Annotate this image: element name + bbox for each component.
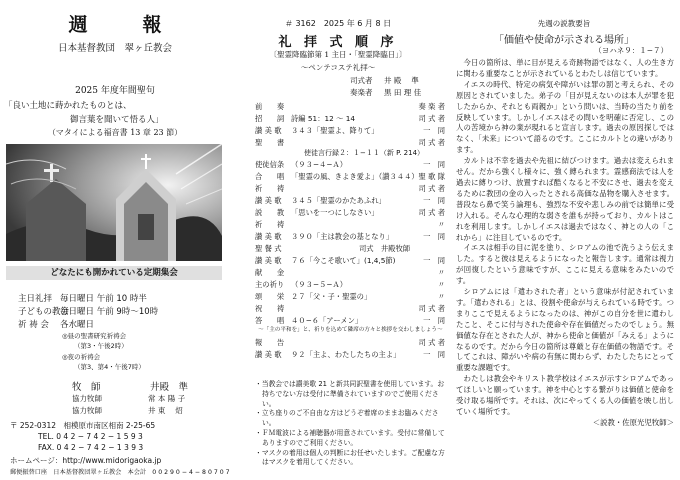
order-item-name: 頌 栄 (255, 292, 285, 301)
order-row (255, 280, 445, 292)
homepage-link[interactable]: ホームページ：http://www.midorigaoka.jp (10, 456, 162, 465)
order-item-name: 使徒信条 (255, 160, 285, 169)
order-item-name: 讃 美 歌 (255, 196, 282, 205)
sermon-scripture: （ヨハネ９：１−７） (594, 46, 668, 55)
order-item-name: 聖 餐 式 (255, 244, 282, 253)
prayer-note-b-label: ◎夜の祈祷会 (62, 353, 101, 361)
order-row (255, 184, 445, 196)
prayer-note-a-detail: （第3・午後2時） (74, 342, 128, 350)
order-row (255, 256, 445, 268)
order-item-content: 詩編 51：12 〜 14 (291, 114, 356, 123)
sermon-paragraph: シロアムには「遣わされた者」という意味が付記されています。「遣わされる」とは、役割や使命が与えられている時です。つまりここで見えるようになったのは、神がこの自分を世に遣わしたこと、そこに付与された使命や存在価値だったのでしょう。無価値な存在とされた人が、神から使命と価値が「みえる」ようになるのです。だから今日の箇所は尊厳と存在価値の物語です。そしてこれは、障がいや病の有無に関わらず、わたしたちにとって重要な課題です。 (456, 287, 674, 373)
bulletin-title: 週 報 (68, 14, 180, 36)
order-row (255, 350, 445, 362)
notices (255, 380, 445, 468)
sermon-paragraph: わたしは教会やキリスト教学校はイエスが示すシロアムであってほしいと願っています。神を中心とする繋がりは価値と使命を受け取る場所です。それは、次にやってくる人の価値を映し出していく場所です。 (456, 374, 674, 416)
notice-item: ・立ち座りのご不自由な方はどうぞ着席のままお臨みください。 (255, 409, 439, 428)
service-sunday: 主日礼拝 毎日曜日 午前 10 時半 (18, 294, 147, 304)
order-row (255, 338, 445, 350)
notice-item: ・ＦＭ電波による補聴器が用意されています。受付に常備してありますのでご利用ください。 (255, 428, 445, 447)
order-row (255, 126, 445, 138)
peace-note: 〜「主の平和を」と、祈りを込めて隣席の方々と挨拶を交わしましょう〜 (258, 327, 443, 333)
order-item-leader: 一 同 (423, 232, 445, 241)
order-item-leader: 司 式 者 (418, 208, 445, 217)
order-item-leader: 一 同 (423, 350, 445, 359)
order-row (255, 292, 445, 304)
presider-role: 司式者 (350, 76, 373, 85)
assoc2-role: 協力牧師 (72, 406, 102, 415)
sermon-title: 「価値や使命が示される場所」 (494, 35, 634, 46)
order-row (255, 160, 445, 172)
presider-name: 井 殿 準 (384, 76, 419, 85)
sermon-heading: 先週の説教要旨 (537, 19, 591, 28)
order-item-name: 祝 祷 (255, 304, 285, 313)
prayer-note-a-label: ◎昼の聖書研究祈祷会 (62, 332, 127, 340)
postal-account: 郵便振替口座 日本基督教団翠ヶ丘教会 本会計 0 0 2 9 0 − 4 − 8 0 7 0 7 (10, 469, 230, 476)
yearly-verse-heading: 2025 年度年間聖句 (75, 86, 155, 96)
assoc2-name: 井 東 炤 (148, 406, 183, 415)
order-item-leader: 一 同 (423, 316, 445, 325)
yearly-verse-line1: 「良い土地に蒔かれたものとは、 (4, 101, 132, 111)
order-row (255, 114, 445, 126)
sermon-paragraph: イエスは相手の目に泥を塗り、シロアムの池で洗うよう伝えました。すると彼は見えるようになったと報告します。通常は視力が回復したという意味ですが、ここに見える意味をみたいのです。 (456, 243, 674, 286)
order-of-service (232, 0, 444, 480)
sermon-signature: ＜説教・佐原光児牧師＞ (592, 417, 674, 427)
church-fax: FAX. 0 4 2 − 7 4 2 − 1 3 9 3 (38, 443, 144, 452)
order-item-content: 「聖霊の風、きよき愛よ」（讃３４４） (291, 172, 419, 181)
order-item-name: 祈 祷 (255, 184, 285, 193)
sermon-summary (452, 0, 676, 480)
order-item-leader: 司 式 者 (418, 304, 445, 313)
service-prayer: 祈 祷 会 各水曜日 (18, 320, 95, 330)
church-name: 日本基督教団 翠ヶ丘教会 (57, 43, 172, 54)
sermon-body (456, 58, 674, 429)
order-row (255, 172, 445, 184)
assoc1-name: 常 本 陽 子 (148, 394, 186, 403)
order-item-leader: 一 同 (423, 126, 445, 135)
order-row (255, 244, 445, 256)
order-row (255, 208, 445, 220)
notice-item: ・マスクの着用は個人の判断にお任せいたします。ご配慮な方はマスクを着用してください。 (255, 448, 445, 467)
order-item-name: 答 唱 (255, 316, 285, 325)
order-item-leader: 一 同 (423, 196, 445, 205)
order-item-name: 祈 祷 (255, 220, 285, 229)
order-item-leader: 〃 (437, 220, 445, 229)
order-item-content: ４０−６「アーメン」 (291, 316, 363, 325)
left-column (0, 0, 230, 480)
organist-name: 黒 田 理 佳 (384, 88, 422, 97)
order-item-leader: 司 式 者 (418, 338, 445, 347)
church-tel: TEL. 0 4 2 − 7 4 2 − 1 5 9 3 (38, 432, 143, 441)
order-item-content: ３９０「主は教会の基となり」 (291, 232, 394, 241)
order-item-leader: 司 式 者 (418, 184, 445, 193)
order-item-name: 報 告 (255, 338, 285, 347)
order-title: 礼 拝 式 順 序 (278, 35, 398, 50)
order-subtitle-1: 〔聖霊降臨節第 1 主日・「聖霊降臨日」〕 (269, 50, 407, 59)
order-item-name: 讃 美 歌 (255, 350, 282, 359)
order-item-name: 説 教 (255, 208, 285, 217)
order-item-content: ３４５「聖霊のかたあふれ」 (291, 196, 386, 205)
prayer-note-b-detail: （第3、第4・午後7時） (74, 363, 145, 371)
notice-item: ・当教会では讃美歌 21 と新共同訳聖書を使用しています。お持ちでない方は受付に準備されていますのでご使用ください。 (255, 380, 445, 408)
order-item-name: 前 奏 (255, 102, 285, 111)
order-item-name: 合 唱 (255, 172, 285, 181)
order-row (255, 220, 445, 232)
order-item-content: ９２「主よ、わたしたちの主よ」 (291, 350, 401, 359)
yearly-verse-line2: 御言葉を聞いて悟る人」 (70, 115, 164, 125)
order-item-content: ３４３「聖霊よ、降りて」 (291, 126, 379, 135)
order-row (255, 304, 445, 316)
order-item-name: 讃 美 歌 (255, 126, 282, 135)
order-item-leader: 〃 (437, 292, 445, 301)
sermon-paragraph: イエスの時代、特定の病気や障がいは罪の罰と考えられ、その原因とされていました。弟子の「目が見えないのは本人が罪を犯したからか、それとも両親か」という問いは、当時の当たり前を反映しています。しかしイエスはその問いを明確に否定し、この人の苦境から神の業が現れると宣言します。過去の原因探しではなく、「未来」について語るのです。ここにカルトとの違いがあります。 (456, 79, 674, 155)
order-item-leader: 聖 歌 隊 (418, 172, 445, 181)
issue-date: ＃ 3162 2025 年 6 月 8 日 (284, 19, 392, 28)
order-row (255, 268, 445, 280)
service-children: 子どもの教会毎日曜日 午前 9時〜10時 (18, 307, 159, 317)
order-item-content: （９３−５−Ａ） (291, 280, 348, 289)
order-item-leader: 司 式 者 (418, 114, 445, 123)
church-address: 〒 252-0312 相模原市南区相南 2-25-65 (10, 421, 156, 430)
yearly-verse-source: （マタイによる福音書 13 章 23 節） (47, 128, 183, 137)
order-item-name: 献 金 (255, 268, 285, 277)
order-item-name: 主の祈り (255, 280, 285, 289)
order-item-name: 讃 美 歌 (255, 232, 282, 241)
order-item-content: 「思いを一つにしなさい」 (291, 208, 379, 217)
order-row (255, 232, 445, 244)
order-item-content: ７６「今こそ歌いて」(1,4,5節) (291, 256, 396, 265)
order-item-name: 招 詞 (255, 114, 285, 123)
order-subtitle-2: 〜ペンテコステ礼拝〜 (300, 63, 376, 72)
pastor-name: 井殿 準 (150, 382, 189, 393)
order-item-leader: 〃 (437, 280, 445, 289)
order-item-leader: 〃 (437, 268, 445, 277)
order-item-content: 司式 井殿牧師 (359, 244, 411, 253)
order-item-leader: 一 同 (423, 160, 445, 169)
order-item-leader: 司 式 者 (418, 138, 445, 147)
order-item-name: 讃 美 歌 (255, 256, 282, 265)
church-illustration (6, 144, 222, 261)
sermon-paragraph: 今日の箇所は、単に目が見える奇跡物語ではなく、人の生き方に関わる重要なことが示されているとわたしは信じています。 (456, 58, 674, 78)
organist-role: 奏楽者 (350, 88, 373, 97)
order-item-content: （９３−４−Ａ） (291, 160, 348, 169)
assoc1-role: 協力牧師 (72, 394, 102, 403)
order-item-content: ２７「父・子・聖霊の」 (291, 292, 372, 301)
order-item-leader: 奏 楽 者 (418, 102, 445, 111)
order-item-name: 聖 書 (255, 138, 285, 147)
order-row (255, 102, 445, 114)
open-meetings-banner: どなたにも開かれている定期集会 (6, 266, 222, 280)
sermon-paragraph: カルトは不幸を過去や先祖に結びつけます。過去は変えられません。だから強くし様々に、強く縛られます。霊感商法では人を過去に縛りつけ、放置すれば酷くなると不安にさせ、過去を変えるために教団の金の入ったとされる高価な品物を購入させます。普段なら鼻で笑う論理も、強烈な不安や悲しみの前では簡単に受け入れる。そんな心理的な弱さを誰もが持っており、カルトはこれを利用します。しかしイエスは過去ではなく、神との人の「これから」に注目しているのです。 (456, 156, 674, 242)
order-row (255, 196, 445, 208)
pastor-role: 牧 師 (72, 382, 101, 393)
order-item-leader: 一 同 (423, 256, 445, 265)
scripture-reading: 使徒言行録２：１−１１（新 P. 214） (304, 149, 425, 157)
